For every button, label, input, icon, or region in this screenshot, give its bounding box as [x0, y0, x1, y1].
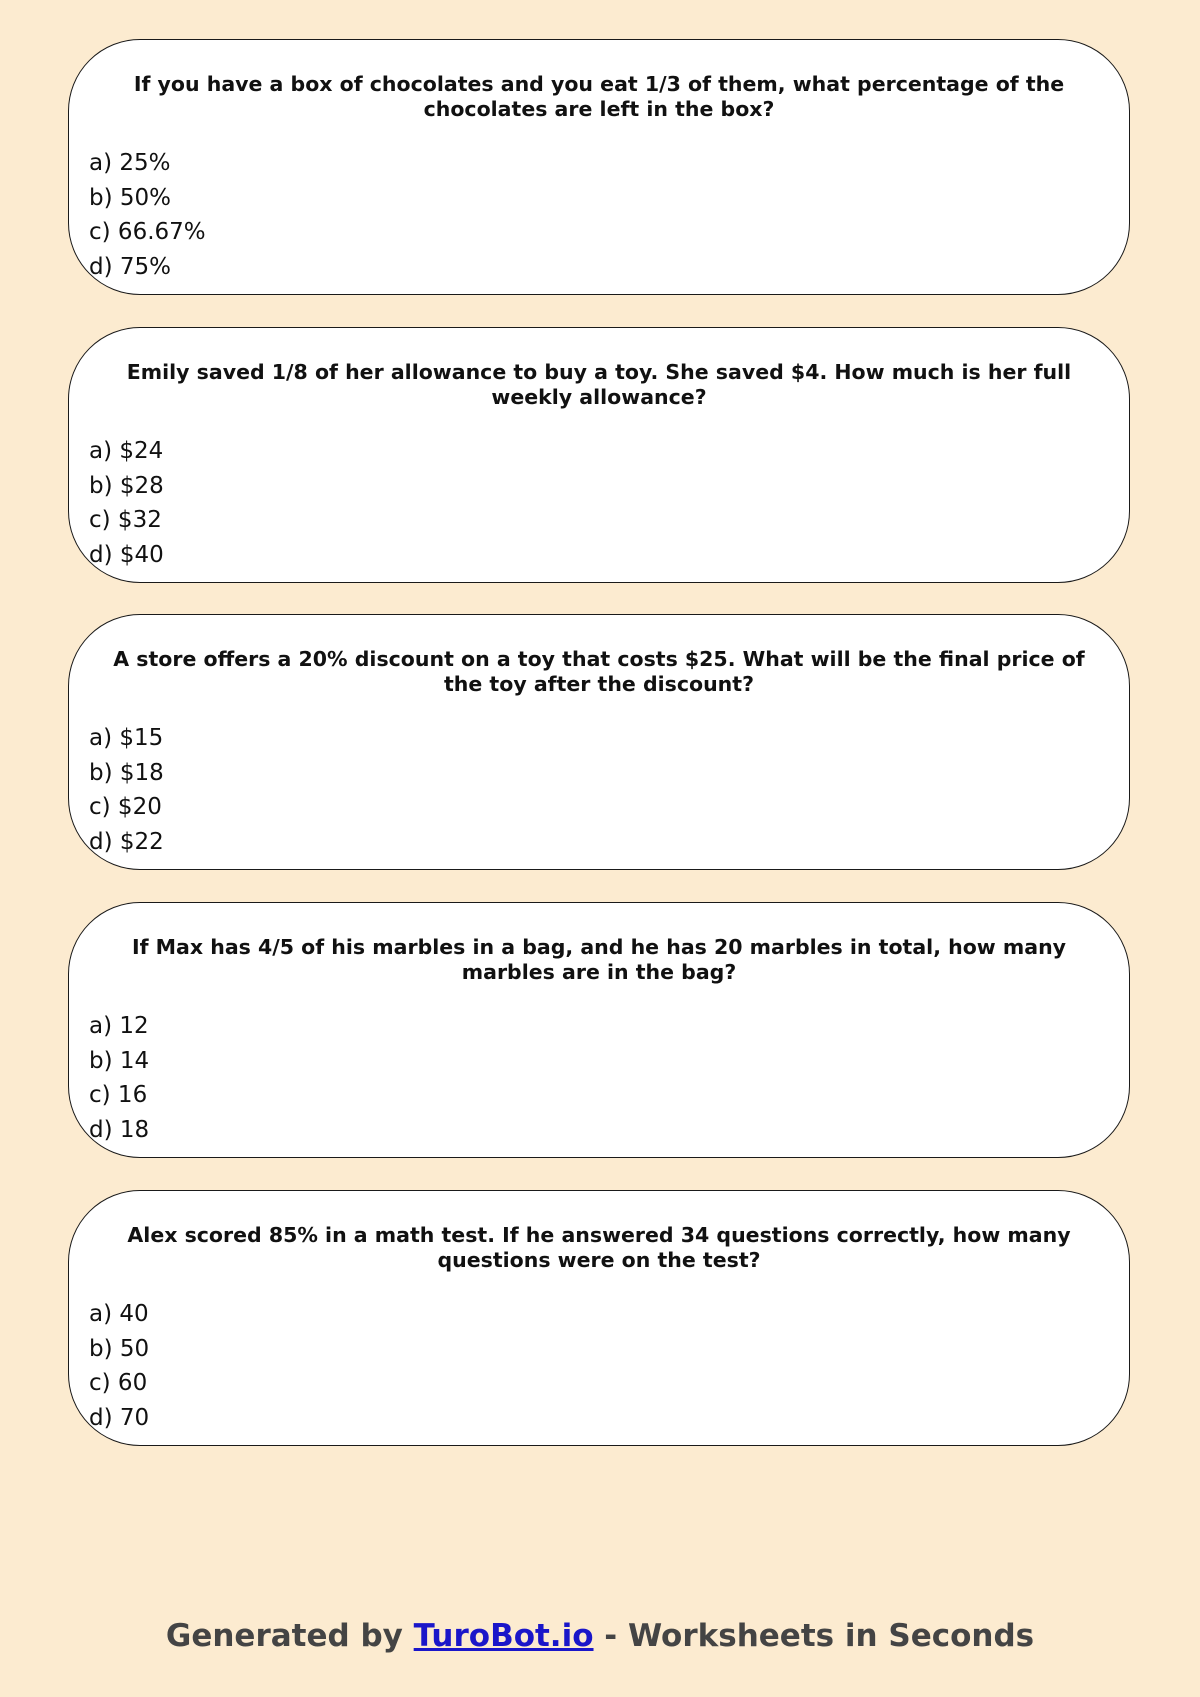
footer-credit: [0, 1618, 1200, 1654]
answer-option-c: c) $32: [89, 507, 162, 533]
question-text: A store offers a 20% discount on a toy that costs $25. What will be the final price of the toy after the discount?: [113, 647, 1085, 696]
question-card-4: [68, 902, 1130, 1158]
question-text: If Max has 4/5 of his marbles in a bag, and he has 20 marbles in total, how many marbles are in the bag?: [131, 935, 1067, 984]
answer-option-d: d) 18: [89, 1116, 150, 1143]
question-card-2: [68, 327, 1130, 583]
answer-options: [89, 434, 164, 572]
question-card-5: [68, 1190, 1130, 1446]
question-card-1: [68, 39, 1130, 295]
answer-options: [89, 146, 206, 284]
answer-options: [89, 1297, 149, 1435]
answer-option-b: b) 14: [89, 1047, 150, 1074]
answer-option-d: d) 75%: [89, 253, 172, 280]
answer-option-a: a) 40: [89, 1301, 149, 1327]
answer-option-d: d) $22: [89, 828, 164, 855]
answer-option-c: c) 60: [89, 1370, 148, 1396]
answer-option-b: b) $18: [89, 759, 164, 786]
answer-option-c: c) 16: [89, 1082, 148, 1108]
answer-options: [89, 721, 164, 859]
answer-option-c: c) $20: [89, 794, 162, 820]
answer-option-b: b) 50: [89, 1335, 150, 1362]
answer-option-b: b) 50%: [89, 184, 172, 211]
turobot-link[interactable]: TuroBot.io: [413, 1618, 594, 1654]
answer-option-a: a) 12: [89, 1013, 149, 1039]
answer-option-d: d) 70: [89, 1404, 150, 1431]
question-text: Emily saved 1/8 of her allowance to buy a toy. She saved $4. How much is her full weekly allowance?: [126, 360, 1072, 409]
question-text: Alex scored 85% in a math test. If he answered 34 questions correctly, how many questions were on the test?: [127, 1223, 1071, 1272]
answer-option-a: a) $24: [89, 438, 164, 464]
answer-option-a: a) 25%: [89, 150, 171, 176]
answer-option-b: b) $28: [89, 472, 164, 499]
answer-option-c: c) 66.67%: [89, 219, 206, 245]
question-text: If you have a box of chocolates and you eat 1/3 of them, what percentage of the chocolates are left in the box?: [133, 72, 1065, 121]
footer-suffix: - Worksheets in Seconds: [593, 1618, 1035, 1654]
answer-options: [89, 1009, 149, 1147]
question-card-3: [68, 614, 1130, 870]
footer-prefix: Generated by: [165, 1618, 414, 1654]
answer-option-d: d) $40: [89, 541, 164, 568]
answer-option-a: a) $15: [89, 725, 164, 751]
